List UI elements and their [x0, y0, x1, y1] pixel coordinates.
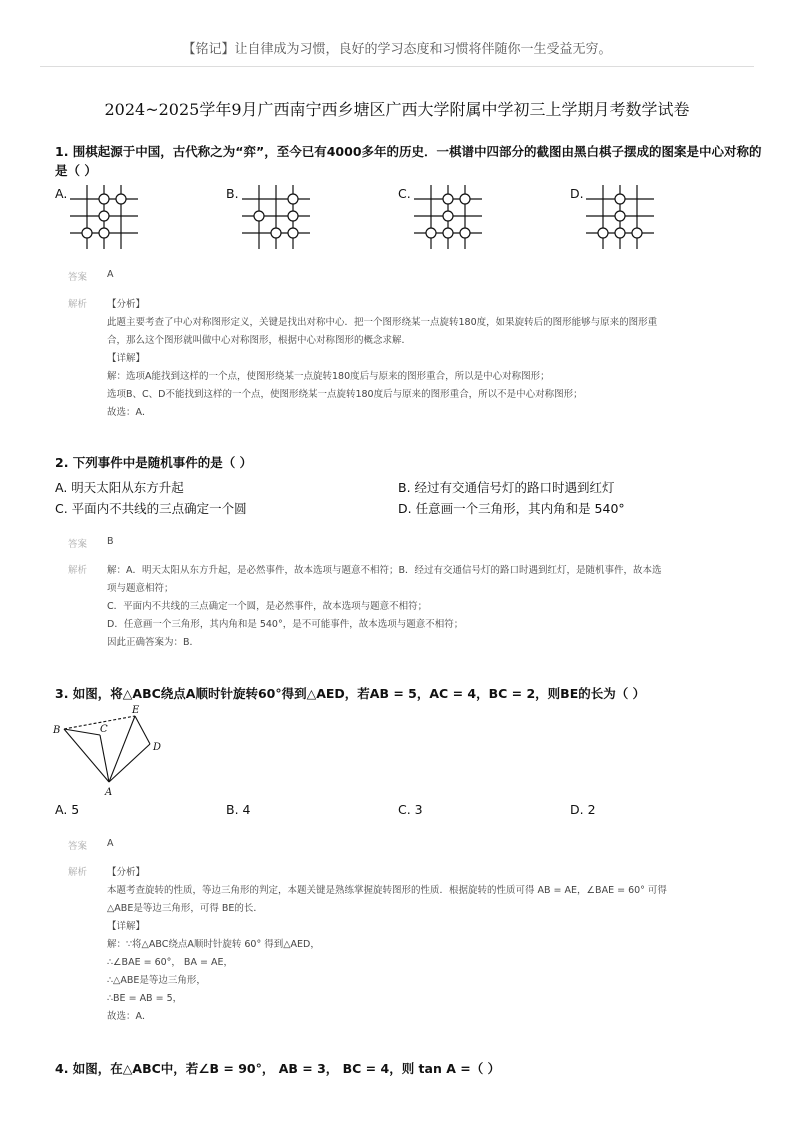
q3-analysis-line: 【分析】 — [107, 867, 146, 878]
q3-analysis-line: ∴BE = AB = 5， — [107, 993, 183, 1004]
q1-option-b-diagram — [240, 183, 312, 251]
q3-point-d-label: D — [153, 742, 162, 753]
q3-stem: 3. 如图，将△ABC绕点A顺时针旋转60°得到△AED，若AB = 5，AC = 4，BC = 2，则BE的长为（ ） — [55, 686, 646, 701]
header-divider — [40, 66, 754, 67]
q1-stem-line2: 是（ ） — [55, 163, 97, 178]
q2-analysis-line: 因此正确答案为：B． — [107, 637, 200, 648]
q3-analysis-line: 【详解】 — [107, 921, 146, 932]
q3-rotation-figure — [50, 702, 175, 798]
q3-answer-value: A — [107, 838, 114, 849]
q1-option-c-label: C. — [398, 186, 411, 201]
q2-analysis-line: 项与题意相符； — [107, 583, 174, 594]
q3-analysis-line: 故选：A． — [107, 1011, 152, 1022]
q1-option-a-label: A. — [55, 186, 68, 201]
motto: 【铭记】让自律成为习惯，良好的学习态度和习惯将伴随你一生受益无穷。 — [182, 42, 612, 57]
q1-option-d-label: D. — [570, 186, 584, 201]
q2-option-d: D. 任意画一个三角形，其内角和是 540° — [398, 501, 625, 516]
q3-option-c: C. 3 — [398, 802, 423, 817]
q2-answer-value: B — [107, 536, 114, 547]
q3-analysis-line: 本题考查旋转的性质，等边三角形的判定，本题关键是熟练掌握旋转图形的性质．根据旋转的性质可得 AB = AE，∠BAE = 60° 可得 — [107, 885, 667, 896]
q2-analysis-line: D．任意画一个三角形，其内角和是 540°，是不可能事件，故本选项与题意不相符； — [107, 619, 464, 630]
q1-option-c-diagram — [412, 183, 484, 251]
q1-option-b-label: B. — [226, 186, 239, 201]
q3-answer-label: 答案 — [68, 841, 88, 852]
q1-analysis-label: 解析 — [68, 299, 88, 310]
q3-point-b-label: B — [53, 725, 61, 736]
q1-analysis-line: 故选：A． — [107, 407, 152, 418]
q1-answer-value: A — [107, 269, 114, 280]
q2-option-c: C. 平面内不共线的三点确定一个圆 — [55, 501, 247, 516]
q1-analysis-line: 解：选项A能找到这样的一个点，使图形绕某一点旋转180度后与原来的图形重合，所以是中心对称图形； — [107, 371, 550, 382]
q2-answer-label: 答案 — [68, 539, 88, 550]
q1-analysis-line: 【分析】 — [107, 299, 146, 310]
q1-stem-line1: 1. 围棋起源于中国，古代称之为“弈”，至今已有4000多年的历史．一棋谱中四部分的截图由黑白棋子摆成的图案是中心对称的 — [55, 144, 762, 159]
q3-option-b: B. 4 — [226, 802, 251, 817]
q1-analysis-line: 此题主要考查了中心对称图形定义，关键是找出对称中心．把一个图形绕某一点旋转180度，如果旋转后的图形能够与原来的图形重 — [107, 317, 658, 328]
q3-analysis-line: ∴∠BAE = 60°， BA = AE， — [107, 957, 233, 968]
q2-analysis-line: 解：A．明天太阳从东方升起，是必然事件，故本选项与题意不相符；B．经过有交通信号灯的路口时遇到红灯，是随机事件，故本选 — [107, 565, 662, 576]
q3-analysis-line: 解：∵将△ABC绕点A顺时针旋转 60° 得到△AED， — [107, 939, 320, 950]
q3-point-c-label: C — [100, 724, 108, 735]
q1-analysis-line: 合，那么这个图形就叫做中心对称图形，根据中心对称图形的概念求解． — [107, 335, 412, 346]
q2-option-a: A. 明天太阳从东方升起 — [55, 480, 184, 495]
q3-option-a: A. 5 — [55, 802, 80, 817]
q1-option-a-diagram — [68, 183, 140, 251]
q1-option-d-diagram — [584, 183, 656, 251]
page-title: 2024~2025学年9月广西南宁西乡塘区广西大学附属中学初三上学期月考数学试卷 — [104, 100, 690, 119]
q1-analysis-line: 选项B、C、D不能找到这样的一个点，使图形绕某一点旋转180度后与原来的图形重合，所以不是中心对称图形； — [107, 389, 583, 400]
q3-option-d: D. 2 — [570, 802, 596, 817]
q2-analysis-label: 解析 — [68, 565, 88, 576]
q3-analysis-label: 解析 — [68, 867, 88, 878]
q2-option-b: B. 经过有交通信号灯的路口时遇到红灯 — [398, 480, 615, 495]
q3-analysis-line: ∴△ABE是等边三角形， — [107, 975, 206, 986]
q4-stem: 4. 如图，在△ABC中，若∠B = 90°， AB = 3， BC = 4，则 tan A =（ ） — [55, 1061, 501, 1076]
q3-analysis-line: △ABE是等边三角形，可得 BE的长． — [107, 903, 263, 914]
q2-analysis-line: C．平面内不共线的三点确定一个圆，是必然事件，故本选项与题意不相符； — [107, 601, 428, 612]
q3-point-e-label: E — [132, 705, 140, 716]
q1-answer-label: 答案 — [68, 272, 88, 283]
q1-analysis-line: 【详解】 — [107, 353, 146, 364]
q3-point-a-label: A — [105, 787, 113, 798]
q2-stem: 2. 下列事件中是随机事件的是（ ） — [55, 455, 253, 470]
